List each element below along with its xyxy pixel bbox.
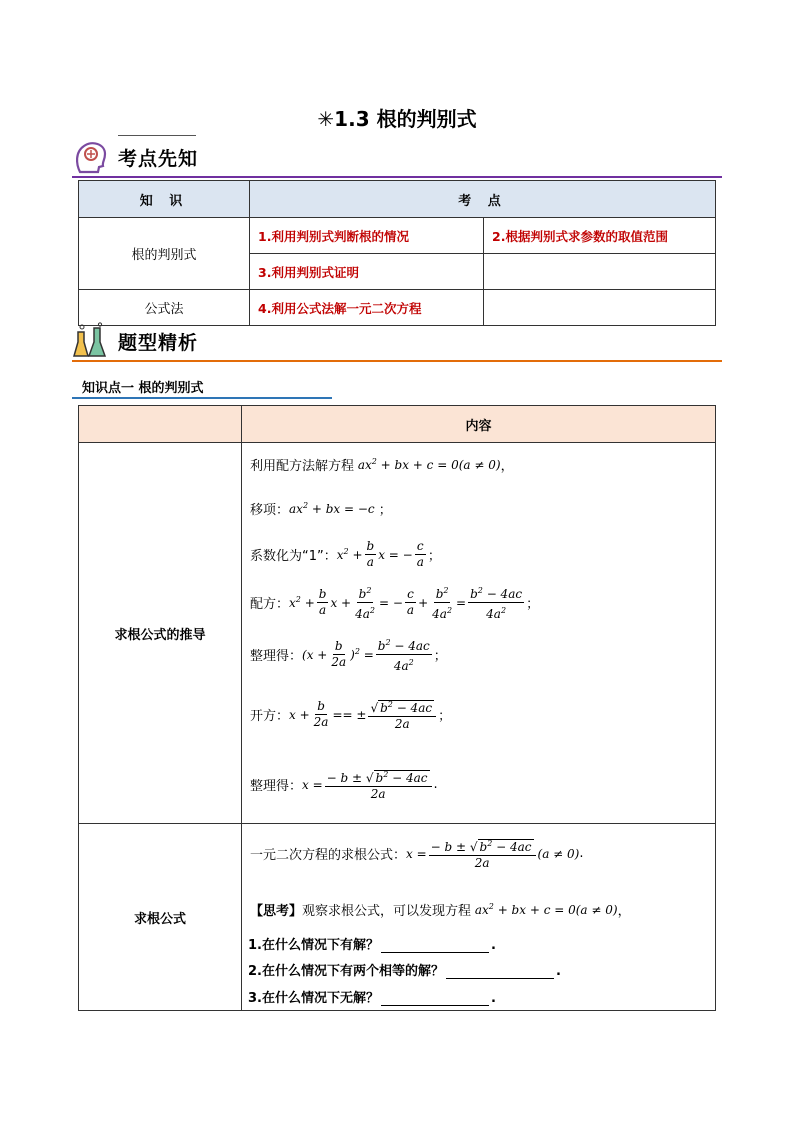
answer-blank[interactable] [381,939,489,953]
kaodian-item: 2.根据判别式求参数的取值范围 [484,218,716,254]
section-header-tixing [72,322,722,362]
content-table [78,405,716,1011]
row-label: 求根公式的推导 [79,443,242,824]
answer-blank[interactable] [381,992,489,1006]
derivation-cell: 利用配方法解方程 $ax^2$ + bx + c = 0(a ≠ 0) ， 移项： $ax^2$ + bx = −c ； 系数化为“1”： $x^2$ + $\frac{b}{a}$ x = − $\frac{c}{a}$ ； 配方： $x^2$ + $\frac{b}{a}$ x + $\frac{b^2}{4a^2}$ = − $\frac{c}{a}$ + $\frac{b^2}{4a^2}$ = $\frac{b^2 - 4ac}{4a^2}$ ； 整理得： (x + $\frac{b}{2a}$ )$^2$ = $\frac{b^2 - 4ac}{4a^2}$ ； 开方： x + $\frac{b}{2a}$ == ± $\frac{√ b^2 - 4ac}{2a}$ ； 整理得： x = $\frac{- b \pm √ b^2 - 4ac}{2a}$ . [242,443,716,824]
kaodian-item: 1.利用判别式判断根的情况 [250,218,484,254]
kaodian-table [78,180,716,326]
row-label: 公式法 [79,290,250,326]
header-content: 内容 [242,406,716,443]
brain-head-icon [72,138,112,176]
knowledge-point-title: 知识点一 根的判别式 [82,381,204,396]
header-zhishi: 知 识 [79,181,250,218]
lab-flask-icon [72,322,112,360]
header-kaodian: 考 点 [250,181,716,218]
section-title: 考点先知 [118,148,199,170]
section-title: 题型精析 [118,332,199,354]
section-header-kaodian [72,138,722,178]
kaodian-item: 4.利用公式法解一元二次方程 [250,290,484,326]
formula-cell: 一元二次方程的求根公式： x = $\frac{- b \pm √ b^2 - 4ac}{2a}$ (a ≠ 0) . 【思考】 观察求根公式，可以发现方程 $ax^2$ + bx + c = 0(a ≠ 0) ， 1.在什么情况下有解？ . 2.在什么情况下有两个相等的解？ . 3.在什么情况下无解？ . [242,824,716,1011]
answer-blank[interactable] [446,965,554,979]
kaodian-item: 3.利用判别式证明 [250,254,484,290]
page-title: ✳1.3 根的判别式 [317,107,477,131]
row-label: 根的判别式 [79,218,250,290]
row-label: 求根公式 [79,824,242,1011]
